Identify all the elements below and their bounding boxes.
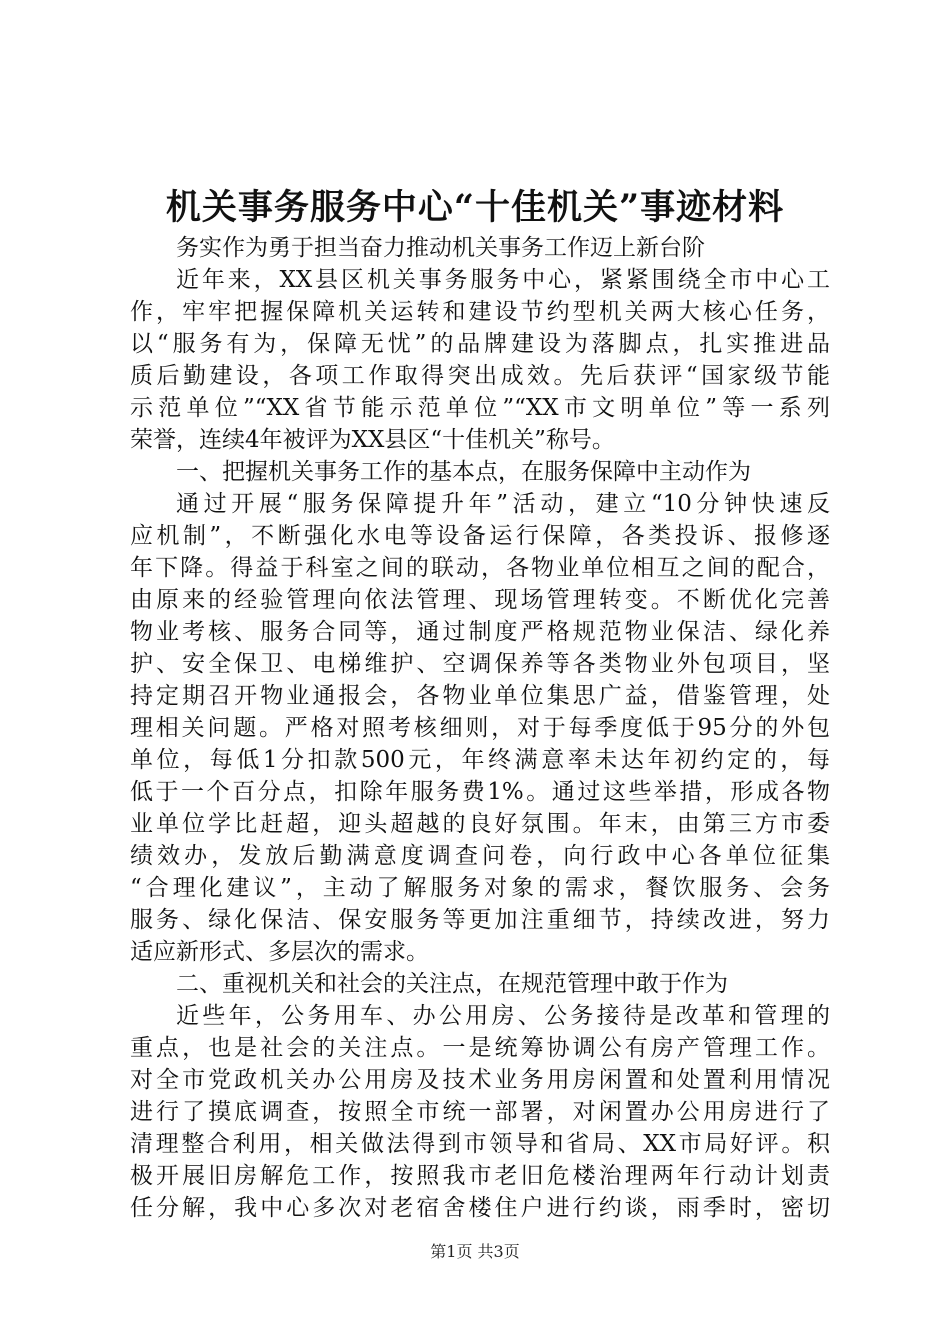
text-line: 清理整合利用，相关做法得到市领导和省局、XX市局好评。积: [130, 1131, 830, 1157]
document-title: 机关事务服务中心“十佳机关”事迹材料: [165, 187, 785, 228]
text-line: 单位，每低1分扣款500元，年终满意率未达年初约定的，每: [130, 747, 830, 773]
text-line: 对全市党政机关办公用房及技术业务用房闲置和处置利用情况: [130, 1067, 830, 1093]
text-line: 护、安全保卫、电梯维护、空调保养等各类物业外包项目，坚: [130, 651, 830, 677]
text-line: 服务、绿化保洁、保安服务等更加注重细节，持续改进，努力: [130, 907, 830, 933]
text-line: 低于一个百分点，扣除年服务费1%。通过这些举措，形成各物: [130, 779, 830, 805]
text-line: 绩效办，发放后勤满意度调查问卷，向行政中心各单位征集: [130, 843, 830, 869]
text-line: 由原来的经验管理向依法管理、现场管理转变。不断优化完善: [130, 587, 830, 613]
text-line: 应机制”，不断强化水电等设备运行保障，各类投诉、报修逐: [130, 523, 830, 549]
text-line: 年下降。得益于科室之间的联动，各物业单位相互之间的配合，: [130, 555, 830, 581]
document-body: [130, 232, 830, 1224]
text-line: 质后勤建设，各项工作取得突出成效。先后获评“国家级节能: [130, 363, 830, 389]
text-line: 任分解，我中心多次对老宿舍楼住户进行约谈，雨季时，密切: [130, 1195, 830, 1221]
text-line: 持定期召开物业通报会，各物业单位集思广益，借鉴管理，处: [130, 683, 830, 709]
text-line: 以“服务有为，保障无忧”的品牌建设为落脚点，扎实推进品: [130, 331, 830, 357]
text-line: 近年来，XX县区机关事务服务中心，紧紧围绕全市中心工: [176, 267, 830, 293]
section-heading-2: 二、重视机关和社会的关注点，在规范管理中敢于作为: [176, 971, 728, 997]
text-line: 作，牢牢把握保障机关运转和建设节约型机关两大核心任务，: [130, 299, 830, 325]
text-line: 物业考核、服务合同等，通过制度严格规范物业保洁、绿化养: [130, 619, 830, 645]
text-line: “合理化建议”，主动了解服务对象的需求，餐饮服务、会务: [130, 875, 830, 901]
text-line: 荣誉，连续4年被评为XX县区“十佳机关”称号。: [130, 427, 615, 453]
text-line: 示范单位”“XX省节能示范单位”“XX市文明单位”等一系列: [130, 395, 830, 421]
text-line: 适应新形式、多层次的需求。: [130, 939, 429, 965]
text-line: 业单位学比赶超，迎头超越的良好氛围。年末，由第三方市委: [130, 811, 830, 837]
subtitle-line: 务实作为勇于担当奋力推动机关事务工作迈上新台阶: [176, 235, 705, 261]
page-footer: 第1页 共3页: [430, 1242, 520, 1261]
text-line: 极开展旧房解危工作，按照我市老旧危楼治理两年行动计划责: [130, 1163, 830, 1189]
text-line: 理相关问题。严格对照考核细则，对于每季度低于95分的外包: [130, 715, 830, 741]
text-line: 近些年，公务用车、办公用房、公务接待是改革和管理的: [176, 1003, 830, 1029]
text-line: 进行了摸底调查，按照全市统一部署，对闲置办公用房进行了: [130, 1099, 830, 1125]
text-line: 通过开展“服务保障提升年”活动，建立“10分钟快速反: [176, 491, 830, 517]
text-line: 重点，也是社会的关注点。一是统筹协调公有房产管理工作。: [130, 1035, 830, 1061]
section-heading-1: 一、把握机关事务工作的基本点，在服务保障中主动作为: [176, 459, 751, 485]
